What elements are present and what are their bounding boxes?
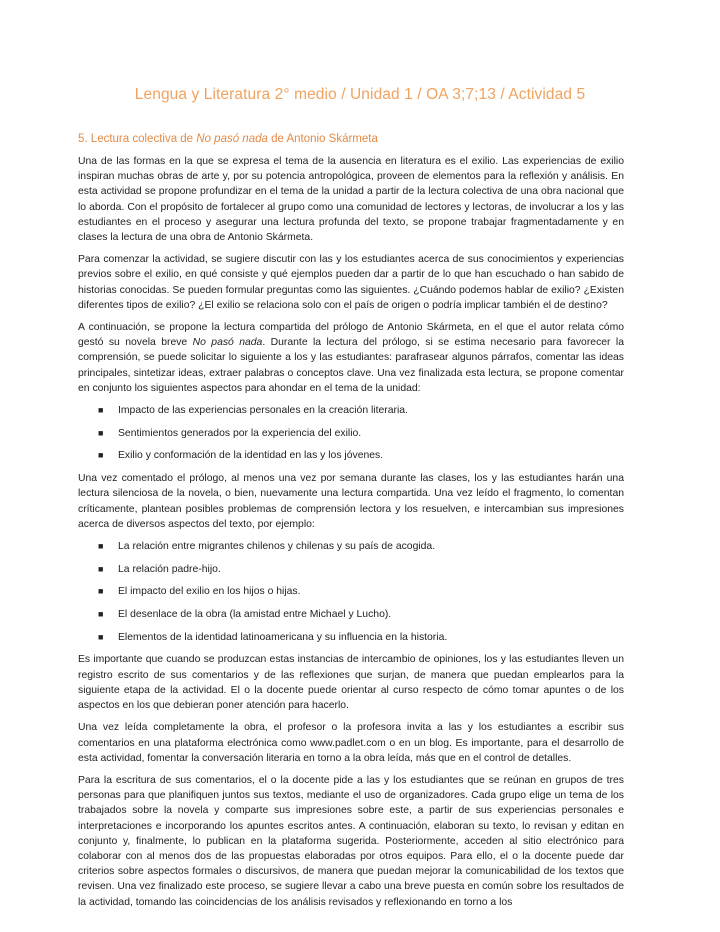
- bullet-icon: ■: [98, 450, 104, 461]
- bullet-icon: ■: [98, 540, 104, 551]
- bullet-icon: ■: [98, 586, 104, 597]
- section-number: 5.: [78, 133, 88, 145]
- list-item-text: La relación padre-hijo.: [118, 563, 221, 575]
- list-item: [98, 426, 624, 441]
- bullet-icon: ■: [98, 405, 104, 416]
- bullet-icon: ■: [98, 631, 104, 642]
- list-item: [98, 630, 624, 645]
- book-title: No pasó nada: [196, 133, 268, 145]
- book-title: No pasó nada: [192, 337, 263, 349]
- aspects-list: [78, 403, 624, 464]
- paragraph-intro: Una de las formas en la que se expresa el tema de la ausencia en literatura es el exilio. Las experiencias de exilio inspiran muchas obras de arte y, por su potencia antropológica, proveen de elementos para la reflexión y análisis. En esta actividad se propone profundizar en el tema de la unidad a partir de la lectura colectiva de una obra nacional que lo aborda. Con el propósito de fortalecer al grupo como una comunidad de lectores y lectoras, de involucrar a los y las estudiantes en el proceso y asegurar una lectura profunda del texto, se propone trabajar fragmentadamente y en clases la lectura de una obra de Antonio Skármeta.: [78, 156, 624, 244]
- list-item: [98, 539, 624, 554]
- section-heading-author: de Antonio Skármeta: [267, 133, 378, 145]
- document-body: [78, 154, 624, 917]
- bullet-icon: ■: [98, 609, 104, 620]
- list-item-text: La relación entre migrantes chilenos y chilenas y su país de acogida.: [118, 540, 436, 552]
- paragraph-platform: Una vez leída completamente la obra, el profesor o la profesora invita a las y los estudiantes a escribir sus comentarios en una plataforma electrónica como www.padlet.com o en un blog. Es importante, para el desarrollo de esta actividad, fomentar la conversación literaria en torno a la obra leída, más que en el control de detalles.: [78, 722, 624, 764]
- paragraph-discussion: Para comenzar la actividad, se sugiere discutir con las y los estudiantes acerca de sus conocimientos y experiencias previos sobre el exilio, en qué consiste y qué ejemplos pueden dar a partir de lo que han escuchado o han sabido de historias conocidas. Se pueden formular preguntas como las siguientes. ¿Cuándo podemos hablar de exilio? ¿Existen diferentes tipos de exilio? ¿El exilio se relaciona solo con el país de origen o podría implicar también el de destino?: [78, 254, 624, 311]
- list-item: [98, 584, 624, 599]
- page-title: Lengua y Literatura 2° medio / Unidad 1 / OA 3;7;13 / Actividad 5: [134, 86, 586, 103]
- list-item-text: Impacto de las experiencias personales en la creación literaria.: [118, 405, 408, 417]
- paragraph-text: A continuación, se propone la lectura compartida del prólogo de Antonio Skármeta, en el que el autor relata cómo gestó su novela breve: [78, 322, 624, 349]
- paragraph-writing: Para la escritura de sus comentarios, el o la docente pide a las y los estudiantes que se reúnan en grupos de tres personas para que planifiquen juntos sus textos, mediante el uso de organizadores. Cada grupo elige un tema de los trabajados sobre la novela y comparte sus impresiones sobre este, a partir de sus experiencias personales e interpretaciones e incorporando los apuntes escritos antes. A continuación, elaboran su texto, lo revisan y editan en conjunto y, finalmente, lo publican en la plataforma sugerida. Posteriormente, acceden al sitio electrónico para colaborar con al menos dos de las propuestas elaboradas por otros equipos. Para ello, el o la docente puede dar criterios sobre aspectos formales o discursivos, de manera que puedan mejorar la comunicabilidad de los textos que revisen. Una vez finalizado este proceso, se sugiere llevar a cabo una breve puesta en común sobre los resultados de la actividad, tomando las coincidencias de los análisis revisados y reflexionando en torno a los: [78, 774, 624, 908]
- paragraph-reading: Una vez comentado el prólogo, al menos una vez por semana durante las clases, los y las estudiantes harán una lectura silenciosa de la novela, o bien, nuevamente una lectura compartida. Una vez leído el fragmento, lo comentan críticamente, plantean posibles problemas de comprensión lectora y los resuelven, e intercambian sus impresiones acerca de diversos aspectos del texto, por ejemplo:: [78, 473, 624, 530]
- list-item: [98, 448, 624, 463]
- list-item: [98, 403, 624, 418]
- section-heading: [78, 133, 378, 145]
- list-item-text: Exilio y conformación de la identidad en las y los jóvenes.: [118, 450, 384, 462]
- section-heading-text: Lectura colectiva de: [90, 133, 197, 145]
- paragraph-notes: Es importante que cuando se produzcan estas instancias de intercambio de opiniones, los y las estudiantes lleven un registro escrito de sus comentarios y de las reflexiones que surjan, de manera que puedan emplearlos para la siguiente etapa de la actividad. El o la docente puede orientar al curso respecto de cómo tomar apuntes o de los aspectos en los que debieran poner atención para hacerlo.: [78, 654, 624, 712]
- list-item-text: Sentimientos generados por la experiencia del exilio.: [118, 427, 362, 439]
- paragraph-prologue: [78, 320, 624, 396]
- list-item: [98, 562, 624, 577]
- bullet-icon: ■: [98, 427, 104, 438]
- list-item: [98, 607, 624, 622]
- list-item-text: El impacto del exilio en los hijos o hijas.: [118, 586, 301, 598]
- paragraph-text: . Durante la lectura del prólogo, si se estima necesario para favorecer la comprensión, se puede solicitar lo siguiente a los y las estudiantes: parafrasear algunos párrafos, comentar las ideas principales, sintetizar ideas, extraer palabras o conceptos clave. Una vez finalizada esta lectura, se propone comentar en conjunto los siguientes aspectos para ahondar en el tema de la unidad:: [78, 337, 624, 394]
- list-item-text: El desenlace de la obra (la amistad entre Michael y Lucho).: [118, 609, 392, 621]
- bullet-icon: ■: [98, 563, 104, 574]
- examples-list: [78, 539, 624, 645]
- list-item-text: Elementos de la identidad latinoamericana y su influencia en la historia.: [118, 631, 448, 643]
